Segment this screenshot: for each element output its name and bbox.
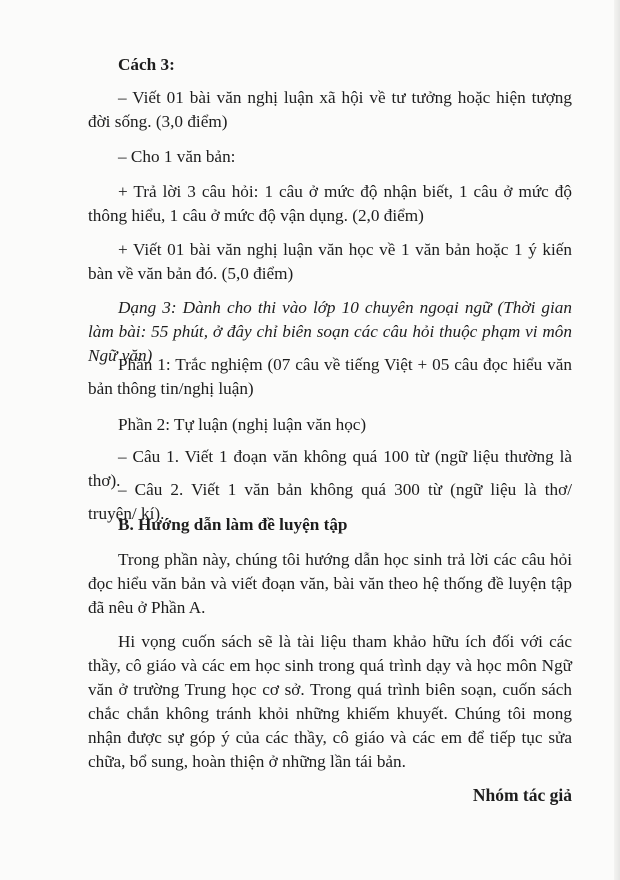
paragraph: + Viết 01 bài văn nghị luận văn học về 1 văn bản hoặc 1 ý kiến bàn về văn bản đó. (5,0 điểm) — [88, 240, 572, 283]
paragraph: Phần 1: Trắc nghiệm (07 câu về tiếng Việt + 05 câu đọc hiểu văn bản thông tin/nghị luận) — [88, 355, 572, 398]
signature: Nhóm tác giả — [472, 785, 572, 805]
heading-cach-3: Cách 3: — [118, 55, 175, 74]
paragraph: Trong phần này, chúng tôi hướng dẫn học sinh trả lời các câu hỏi đọc hiểu văn bản và viết đoạn văn, bài văn theo hệ thống đề luyện tập đã nêu ở Phần A. — [88, 550, 572, 617]
paragraph: Phần 2: Tự luận (nghị luận văn học) — [118, 415, 367, 434]
page-edge-shadow — [614, 0, 620, 880]
paragraph: + Trả lời 3 câu hỏi: 1 câu ở mức độ nhận biết, 1 câu ở mức độ thông hiểu, 1 câu ở mức độ vận dụng. (2,0 điểm) — [88, 182, 572, 225]
paragraph: Hi vọng cuốn sách sẽ là tài liệu tham khảo hữu ích đối với các thầy, cô giáo và các em học sinh trong quá trình dạy và học môn Ngữ văn ở trường Trung học cơ sở. Trong quá trình biên soạn, cuốn sách chắc chắn không tránh khỏi những khiếm khuyết. Chúng tôi mong nhận được sự góp ý của các thầy, cô giáo và các em để tiếp tục sửa chữa, bổ sung, hoàn thiện ở những lần tái bản. — [88, 632, 572, 771]
paragraph: – Câu 2. Viết 1 văn bản không quá 300 từ (ngữ liệu là thơ/ truyện/ kí). — [88, 480, 572, 523]
paragraph-dang-3: Dạng 3: Dành cho thi vào lớp 10 chuyên ngoại ngữ (Thời gian làm bài: 55 phút, ở đây chỉ biên soạn các câu hỏi thuộc phạm vi môn Ngữ văn) — [88, 298, 572, 365]
heading-b: B. Hướng dẫn làm đề luyện tập — [118, 515, 348, 534]
paragraph: – Câu 1. Viết 1 đoạn văn không quá 100 từ (ngữ liệu thường là thơ). — [88, 447, 572, 490]
paragraph: – Cho 1 văn bản: — [118, 147, 236, 166]
paragraph: – Viết 01 bài văn nghị luận xã hội về tư tưởng hoặc hiện tượng đời sống. (3,0 điểm) — [88, 88, 572, 131]
